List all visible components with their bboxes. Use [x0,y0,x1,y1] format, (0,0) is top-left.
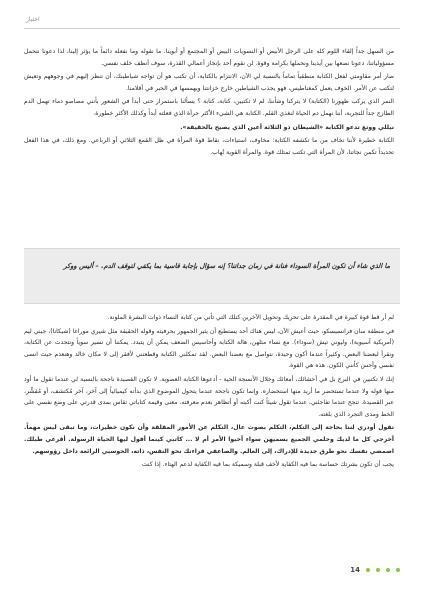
decorative-dot-icon [386,568,390,572]
pull-quote-author: – أليس ووكر [63,262,99,270]
paragraph-emphasis: تقول أودري لننا بحاجة إلى التكلم، التكلم بصوت عال، التكلم عن الأمور المقلقة وأن نكون خطيرات، وما تبقى ليس مهماً. أخرجي كل ما لديك وحلمي الجميع بسميهن سواء أحبوا الأمر أم لا ... كاتبي كينما أقول ليها الحياة الرسولة. أقرعي طبلك. اصمضي نفسك نحو طرق جديدة للإدراك، إلى العالم. والصاعقي قراءتك نحو النفس، ذاته، الحوسبي الرائعة داخل رؤوسهم. [24,424,394,455]
paragraph: لم أر قط قوة كبيرة في المقدرة على تحريك وتحويل الآخرين كتلك التي تأتي من كتابة النساء ذوات البشرة الملونة. [107,314,394,321]
paragraph: في منطقة سان فرانسيسكو، حيث أعيش الآن، ليس هناك أحد يستطيع أن يثير الجمهور بحرفيته وقوله الحقيقة مثل شيري موراغا (شيكانا)، جيني ليم (أمريكية آسيوية)، وليوني تيش (سوداء). مع نساء مثلهن، هالة الكتابة وأحاسيس الضعف يمكن أن يتبدد. يمكننا أن نسير سوياً ونتحدث عن الكتابة، ونقرأ لبعضنا البعض. وكثيراً عندما أكون وحيدة، نتواصل مع بعضنا البعض. لقد تمكلني الكتابة وقطعتني لأفقر إلى لا مكان خالد وهنعدم حيث انسى نفسي وأحس كأنني الكون. هذه هي القوة. [24,327,394,370]
paragraph: يجب أن تكون بشرتك حساسة بما فيه الكفاية لأخف قبلة وسميكة بما فيه الكفاية لدعم الهتاء. إذا كنت [141,461,394,469]
running-header: اختيار [26,16,40,23]
paragraph: الكتابة خطيرة لأننا نخاف من ما تكشفه الكتابة: مخاوف، استياءات، نقاط قوة المرأة في ظل القمع الثلاثي أو الرباعي. ومع ذلك، في هذا الفعل تحديداً تكمن نجاتنا، لأن المرأة التي تكتب تمتلك قوة. والمرأة القوية تُهاب. [24,137,394,156]
section-1 [24,46,394,160]
paragraph: صار أمر مقاومتي لفعل الكتابة منطقياً تماماً بالنسبة لي الآن، الانتزام بالكتابة، أن تكتب هو أن تواجه شياطينك، أن تنظر إليهم في وجوههم وتعيش لتكتب عن الأمر. الخوف يعمل كمغناطيس، فهو يجذب الشياطين خارج خزانتنا ويهمسها في الحبر في أقلامنا. [24,73,394,92]
pull-quote-box [24,248,400,304]
paragraph-emphasis: نيللي ووتغ تدعو الكتابة «الشيطان ذو الثلاثة أعين الذي يصيح بالحقيقة». [180,123,394,131]
header-divider [24,28,400,29]
decorative-dot-icon [376,568,380,572]
paragraph: إنك لا تكتبين في البرج بل في أحشائك، أمعائك وخلال الأنسجة الحية - أدعوها الكتابة العضوية. لا تكون القصيدة ناجحة بالنسبة لي عندما تقول ما أود منها قوله ولا عندما تستحضر ما أريد منها استحضاره. وإنما تكون ناجحة عندما يتحول الموضوع الذي بدأته كيميائياً إلى آخر، آخر مُكتشف، أو مُقشِّر، عبر القصيدة. تنجح عندما تفاجئني، عندما تقول شيئاً كنت أكبته أو أتظاهر بعدم معرفته. معنى وقيمة كتاباتي تقاس بمدى قدرتي على وضع نفسي على الخط ومدى التجرد الذي بلغته. [24,375,394,418]
page-number: 14 [350,566,360,574]
decorative-dot-icon [396,568,400,572]
pull-quote [34,260,390,273]
paragraph: من السهل جداً إلقاء اللوم كله على الرجل الأبيض أو النسويات البيض أو المجتمع أو أبوينا. ما نقوله وما نفعله دائماً ما يؤثر إلينا، لذا دعونا نتحمل مسؤولياتنا، دعونا نضعها بين أيدينا ونحملها بكرامة وقوة. لن نقوم أحد بإنجاز أعمالي القذرة، سوف أنظف خلف نفسي. [24,48,394,67]
decorative-dot-icon [366,568,370,572]
paragraph: النمر الذي يركب ظهورنا (الكتابة) لا يتركنا وشأننا، لم لا تكتبين، كتابة، كتابة ؟ يسألنا باستمرار حتى أبدأ في الشعور بأنني مصاصو دماء تهمل الدم الطازج جداً للتجربة، أننا نهمل دم الحياة لنغذي القلم. الكتابة هي الشيء الأكثر جرأة الذي فعلته أبداً وكذلك الأكثر خطورة. [24,98,394,117]
page-footer [0,564,424,576]
section-2 [24,312,394,473]
pull-quote-text: ما الذي شاء أن تكون المرأة السوداء فنانة في زمان جداتنا؟ إنه سؤال بإجابة قاسية بما يكفي لتوقف الدم. [101,262,390,270]
